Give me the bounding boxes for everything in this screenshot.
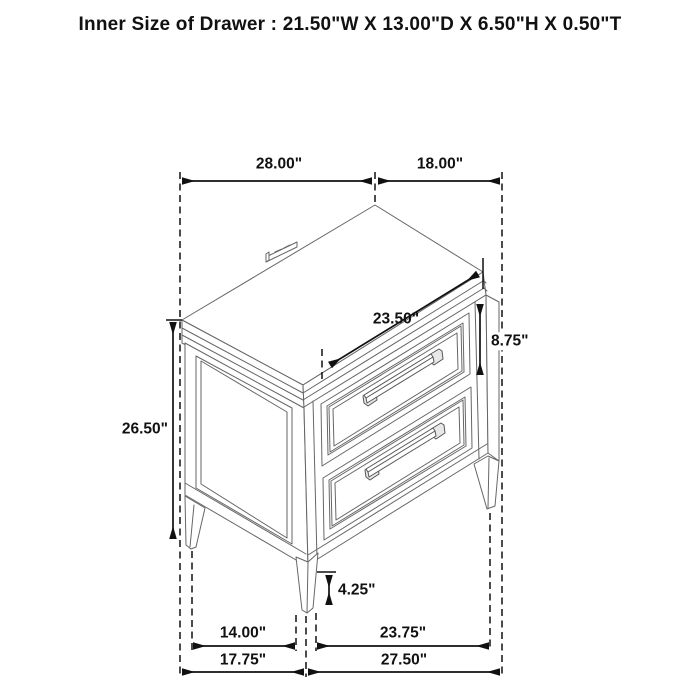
dim-label-top-width-left: 28.00" bbox=[255, 155, 303, 173]
dim-label-overall-height: 26.50" bbox=[121, 420, 168, 438]
right-edge bbox=[486, 295, 499, 461]
nightstand-line-art bbox=[182, 205, 499, 613]
dim-label-drawer-section-height: 8.75" bbox=[491, 332, 529, 350]
dim-label-leg-height: 4.25" bbox=[338, 581, 376, 599]
dim-label-base-right-outer: 27.50" bbox=[380, 651, 428, 669]
front-leg bbox=[296, 553, 318, 613]
page-title: Inner Size of Drawer : 21.50"W X 13.00"D X 6.50"H X 0.50"T bbox=[78, 14, 622, 35]
dim-label-base-left-inner: 14.00" bbox=[219, 624, 267, 642]
dim-label-base-left-outer: 17.75" bbox=[219, 651, 267, 669]
dim-label-top-width-right: 18.00" bbox=[416, 155, 464, 173]
right-leg bbox=[474, 456, 499, 509]
dim-label-top-edge-depth: 23.50" bbox=[372, 310, 420, 328]
dim-label-base-right-inner: 23.75" bbox=[379, 624, 427, 642]
